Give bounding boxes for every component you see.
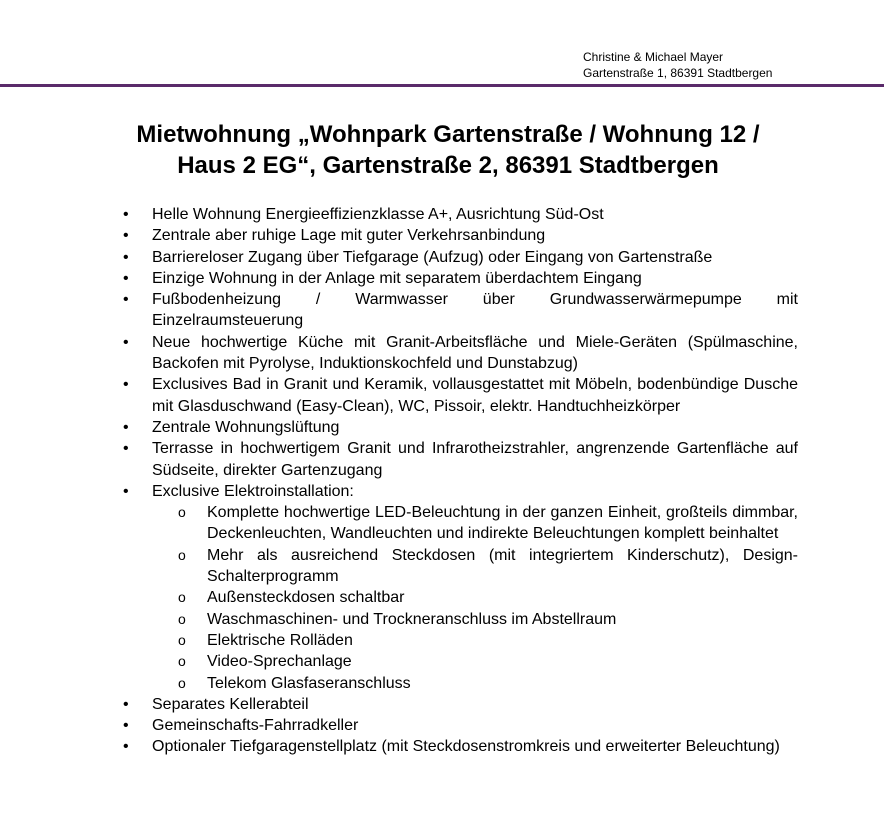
feature-text: Fußbodenheizung / Warmwasser über Grundwasserwärmepumpe mit Einzelraumsteuerung <box>152 291 798 330</box>
sublist-item <box>152 545 798 588</box>
feature-item <box>120 715 798 736</box>
sublist-item <box>152 587 798 608</box>
sublist-text: Komplette hochwertige LED-Beleuchtung in der ganzen Einheit, großteils dimmbar, Deckenleuchten, Wandleuchten und indirekte Beleuchtungen komplett beinhaltet <box>207 504 798 543</box>
feature-text: Terrasse in hochwertigem Granit und Infrarotheizstrahler, angrenzende Gartenfläche auf Südseite, direkter Gartenzugang <box>152 440 798 479</box>
sublist-text: Mehr als ausreichend Steckdosen (mit integriertem Kinderschutz), Design-Schalterprogramm <box>207 546 798 586</box>
sublist-text: Telekom Glasfaseranschluss <box>207 674 411 692</box>
title-line-1: Mietwohnung „Wohnpark Gartenstraße / Wohnung 12 / <box>136 121 760 148</box>
header-address <box>583 49 772 81</box>
feature-text: Gemeinschafts-Fahrradkeller <box>152 717 359 735</box>
sublist-text: Elektrische Rolläden <box>207 631 353 649</box>
feature-item <box>120 694 798 715</box>
feature-item <box>120 225 798 246</box>
feature-item <box>120 204 798 225</box>
sublist-item <box>152 651 798 672</box>
feature-text: Neue hochwertige Küche mit Granit-Arbeitsfläche und Miele-Geräten (Spülmaschine, Backofen mit Pyrolyse, Induktionskochfeld und Dunstabzug) <box>152 333 798 373</box>
sublist-text: Außensteckdosen schaltbar <box>207 589 405 607</box>
sublist-item <box>152 502 798 545</box>
feature-item <box>120 332 798 375</box>
electrical-sublist <box>152 502 798 694</box>
page-title <box>60 119 836 181</box>
header-street: Gartenstraße 1, 86391 Stadtbergen <box>583 66 773 80</box>
feature-list <box>120 204 798 758</box>
header-divider <box>0 84 884 87</box>
header-name: Christine & Michael Mayer <box>583 50 724 64</box>
sublist-item <box>152 673 798 694</box>
feature-text: Separates Kellerabteil <box>152 695 309 713</box>
feature-text: Zentrale Wohnungslüftung <box>152 418 340 436</box>
feature-item <box>120 289 798 332</box>
feature-item <box>120 438 798 481</box>
feature-text: Zentrale aber ruhige Lage mit guter Verkehrsanbindung <box>152 227 546 245</box>
sublist-text: Waschmaschinen- und Trockneranschluss im Abstellraum <box>207 610 617 628</box>
feature-item <box>120 417 798 438</box>
feature-text: Optionaler Tiefgaragenstellplatz (mit Steckdosenstromkreis und erweiterter Beleuchtung) <box>152 738 780 756</box>
feature-text: Exclusive Elektroinstallation: <box>152 482 354 500</box>
feature-item <box>120 736 798 757</box>
feature-text: Exclusives Bad in Granit und Keramik, vollausgestattet mit Möbeln, bodenbündige Dusche mit Glasduschwand (Easy-Clean), WC, Pissoir, elektr. Handtuchheizkörper <box>152 376 798 415</box>
sublist-item <box>152 630 798 651</box>
feature-item-electrical <box>120 481 798 694</box>
feature-text: Einzige Wohnung in der Anlage mit separatem überdachtem Eingang <box>152 269 642 287</box>
feature-text: Barriereloser Zugang über Tiefgarage (Aufzug) oder Eingang von Gartenstraße <box>152 248 713 266</box>
feature-text: Helle Wohnung Energieeffizienzklasse A+, Ausrichtung Süd-Ost <box>152 206 604 223</box>
sublist-item <box>152 609 798 630</box>
title-line-2: Haus 2 EG“, Gartenstraße 2, 86391 Stadtbergen <box>177 152 719 179</box>
feature-item <box>120 247 798 268</box>
sublist-text: Video-Sprechanlage <box>207 653 352 671</box>
feature-item <box>120 268 798 289</box>
feature-item <box>120 374 798 417</box>
